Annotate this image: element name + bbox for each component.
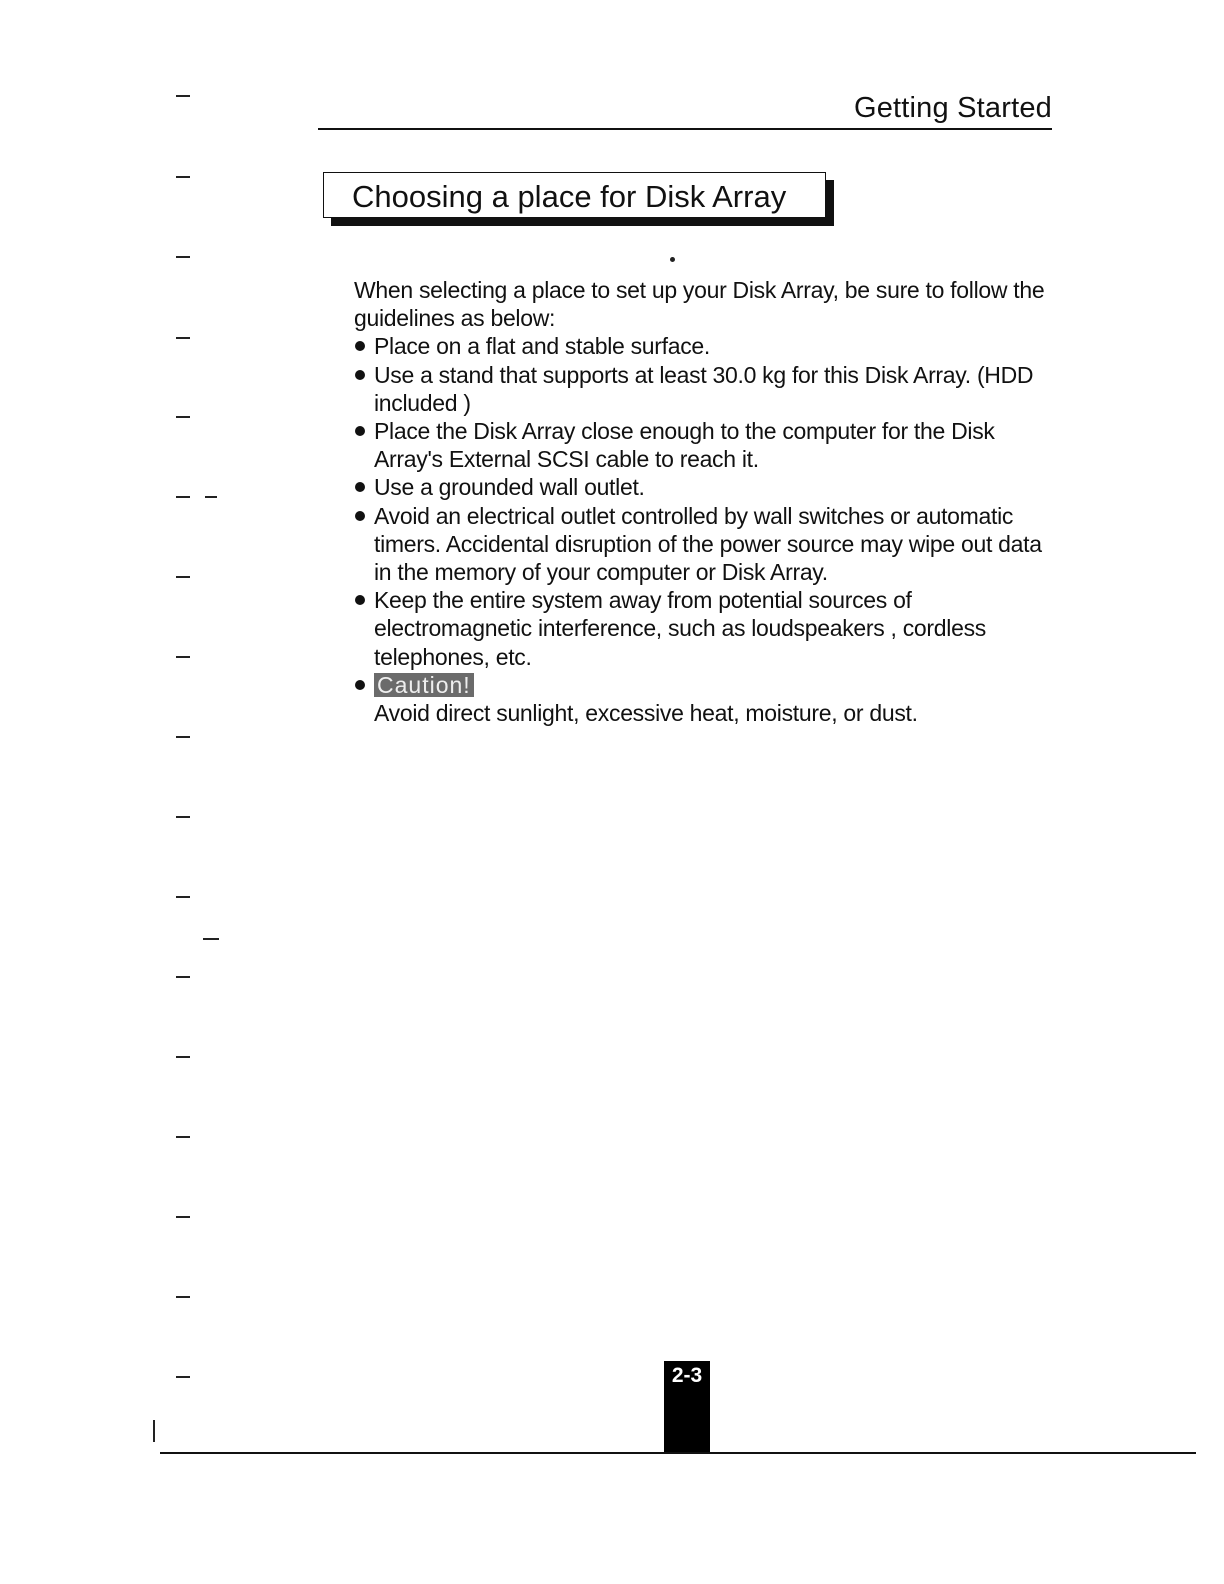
page-number: 2-3	[671, 1364, 703, 1387]
guideline-item: Place the Disk Array close enough to the computer for the Disk Array's External SCSI cable to reach it.	[354, 417, 1054, 473]
margin-mark	[176, 1056, 190, 1058]
margin-mark	[176, 736, 190, 738]
margin-mark	[176, 95, 190, 97]
guideline-item: Use a stand that supports at least 30.0 kg for this Disk Array. (HDD included )	[354, 361, 1054, 417]
margin-mark	[176, 656, 190, 658]
margin-mark	[176, 896, 190, 898]
guideline-item: Use a grounded wall outlet.	[354, 473, 1054, 501]
caution-item	[354, 671, 1054, 727]
margin-mark	[176, 1216, 190, 1218]
intro-paragraph: When selecting a place to set up your Disk Array, be sure to follow the guidelines as below:	[354, 277, 1045, 332]
footer-mark	[153, 1420, 155, 1442]
margin-mark	[176, 576, 190, 578]
body-content	[354, 276, 1054, 727]
caution-label: Caution!	[374, 673, 474, 697]
scan-speck	[670, 257, 675, 262]
header-rule	[318, 128, 1052, 130]
margin-mark	[176, 1376, 190, 1378]
margin-mark	[176, 496, 190, 498]
margin-mark	[176, 1296, 190, 1298]
margin-mark	[176, 1136, 190, 1138]
guideline-list	[354, 332, 1054, 727]
margin-mark	[176, 816, 190, 818]
caution-text: Avoid direct sunlight, excessive heat, moisture, or dust.	[374, 700, 918, 727]
guideline-item: Place on a flat and stable surface.	[354, 332, 1054, 360]
running-header: Getting Started	[853, 92, 1052, 124]
guideline-item: Avoid an electrical outlet controlled by wall switches or automatic timers. Accidental disruption of the power source may wipe out data in the memory of your computer or Disk Array.	[354, 502, 1054, 587]
guideline-item: Keep the entire system away from potential sources of electromagnetic interference, such as loudspeakers , cordless telephones, etc.	[354, 586, 1054, 671]
margin-mark	[176, 337, 190, 339]
section-title: Choosing a place for Disk Array	[352, 179, 787, 214]
margin-mark	[176, 416, 190, 418]
margin-mark	[176, 176, 190, 178]
footer-rule	[160, 1452, 1196, 1454]
margin-mark	[203, 938, 219, 940]
margin-mark	[205, 496, 217, 498]
margin-mark	[176, 256, 190, 258]
margin-mark	[176, 976, 190, 978]
